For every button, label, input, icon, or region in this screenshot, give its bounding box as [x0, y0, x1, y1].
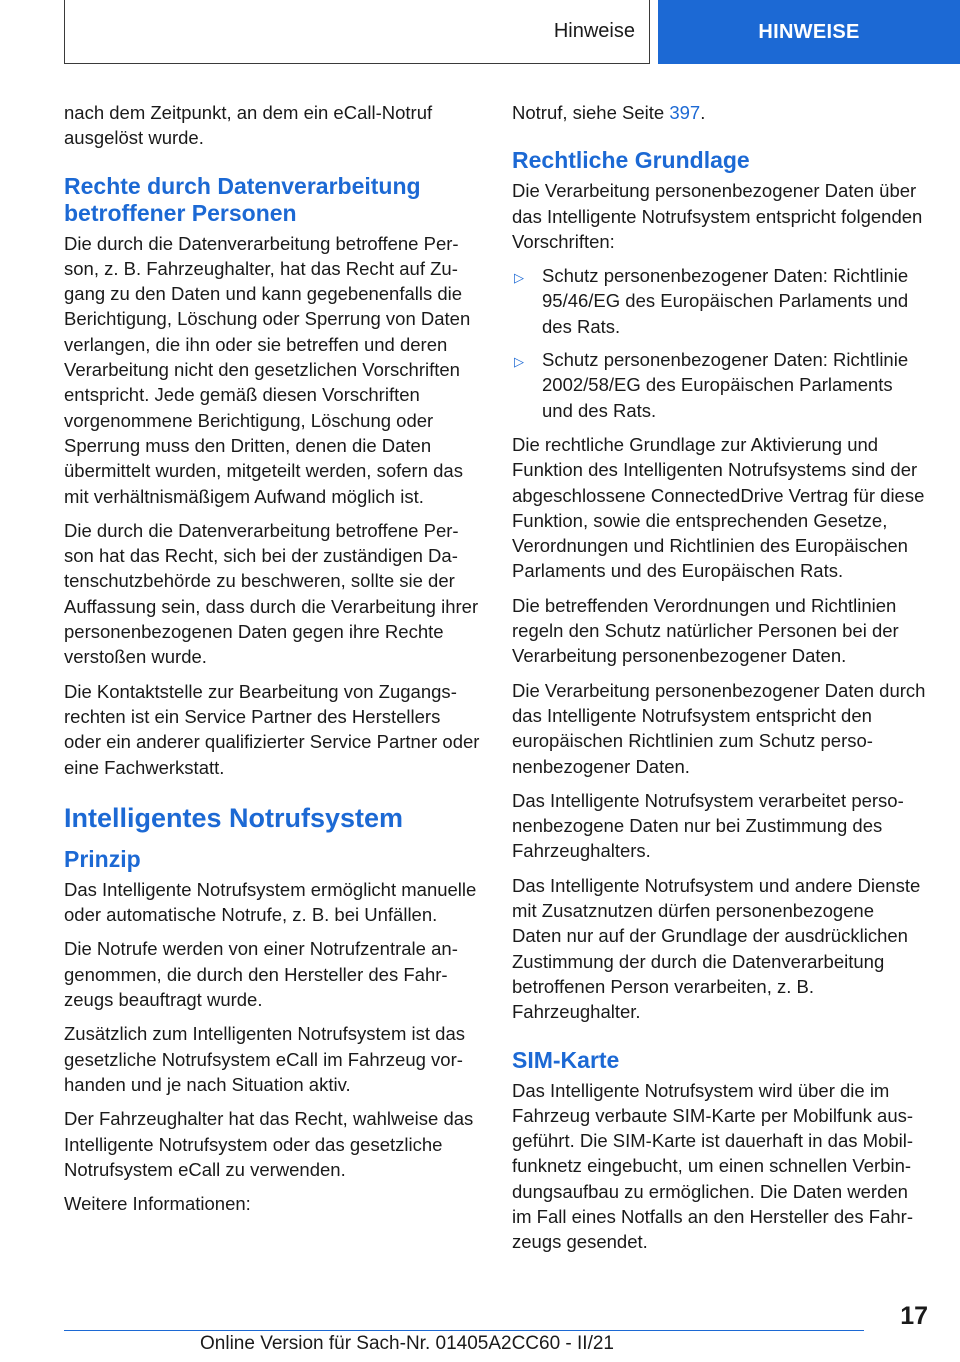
- paragraph: Das Intelligente Notrufsystem und andere Dienste mit Zusatznutzen dürfen personenbezogene Daten nur auf der Grundlage der ausdrücklichen Zustimmung der durch die Datenverarbeitung betroffenen Person verarbeiten, z. B. Fahrzeughalter.: [512, 874, 921, 1023]
- triangle-bullet-icon: ▷: [514, 354, 524, 370]
- paragraph: Die betreffenden Verordnungen und Richtlinien regeln den Schutz natürlicher Personen bei der Verarbeitung personenbezogener Daten.: [512, 594, 899, 667]
- triangle-bullet-icon: ▷: [514, 270, 524, 286]
- paragraph: Die durch die Datenverarbeitung betroffene Person hat das Recht, sich bei der zuständigen Datenschutzbehörde zu beschweren, sollte sie der Auffassung sein, dass durch die Verarbeitung ihrer personenbezogenen Daten gegen ihre Rechte verstoßen wurde.: [64, 519, 479, 668]
- text: Notruf, siehe Seite: [512, 102, 670, 123]
- paragraph: Das Intelligente Notrufsystem verarbeitet personenbezogene Daten nur bei Zustimmung des Fahrzeughalters.: [512, 789, 904, 862]
- left-column: [64, 100, 480, 1225]
- page-link-397[interactable]: 397: [669, 102, 701, 123]
- bullet-list: [512, 263, 928, 423]
- header-chapter-tab: [658, 0, 960, 64]
- heading-rechtliche-grundlage: Rechtliche Grundlage: [512, 147, 750, 174]
- page-number: 17: [900, 1302, 928, 1330]
- footer-online-version: Online Version für Sach-Nr. 01405A2CC60 - II/21: [200, 1333, 615, 1354]
- paragraph: Weitere Informationen:: [64, 1193, 251, 1215]
- paragraph: Die Verarbeitung personenbezogener Daten über das Intelligente Notrufsystem entspricht folgenden Vorschriften:: [512, 180, 923, 252]
- header-section-box: [64, 0, 650, 64]
- paragraph: Das Intelligente Notrufsystem ermöglicht manuelle oder automatische Notrufe, z. B. bei Unfällen.: [64, 878, 477, 926]
- list-item: [512, 263, 928, 339]
- heading-rechte: Rechte durch Datenverarbeitung betroffener Personen: [64, 172, 421, 226]
- heading-intelligentes-notrufsystem: Intelligentes Notrufsystem: [64, 802, 404, 833]
- header-section-label: Hinweise: [553, 20, 635, 42]
- paragraph: Die Notrufe werden von einer Notrufzentrale angenommen, die durch den Hersteller des Fahrzeugs beauftragt wurde.: [64, 938, 458, 1011]
- paragraph: Zusätzlich zum Intelligenten Notrufsystem ist das gesetzliche Notrufsystem eCall im Fahrzeug vorhanden und je nach Situation aktiv.: [64, 1023, 465, 1095]
- paragraph: [512, 100, 928, 125]
- header-chapter-label: HINWEISE: [758, 20, 860, 43]
- paragraph: Das Intelligente Notrufsystem wird über die im Fahrzeug verbaute SIM-Karte per Mobilfunk ausgeführt. Die SIM-Karte ist dauerhaft in das Mobilfunknetz eingebucht, um einen schnellen Verbindungsaufbau zu ermöglichen. Die Daten werden im Fall eines Notfalls an den Hersteller des Fahrzeugs gesendet.: [512, 1079, 914, 1253]
- heading-sim-karte: SIM-Karte: [512, 1046, 620, 1073]
- paragraph: Die Verarbeitung personenbezogener Daten durch das Intelligente Notrufsystem entspricht den europäischen Richtlinien zum Schutz personenbezogener Daten.: [512, 679, 926, 777]
- paragraph: Die durch die Datenverarbeitung betroffene Person, z. B. Fahrzeughalter, hat das Recht auf Zugang zu den Daten und kann gegebenenfalls die Berichtigung, Löschung oder Sperrung von Daten verlangen, die ihn oder sie betreffen und deren Verarbeitung nicht den gesetzlichen Vorschriften entspricht. Jede gemäß diesen Vorschriften vorgenommene Berichtigung, Löschung oder Sperrung muss den Dritten, denen die Daten übermittelt wurden, mitgeteilt werden, sofern das mit verhältnismäßigem Aufwand möglich ist.: [64, 232, 471, 507]
- text: .: [700, 102, 706, 123]
- list-item-text: Schutz personenbezogener Daten: Richtlinie 95/46/EG des Europäischen Parlaments und des Rats.: [542, 265, 909, 337]
- paragraph: Der Fahrzeughalter hat das Recht, wahlweise das Intelligente Notrufsystem oder das gesetzliche Notrufsystem eCall zu verwenden.: [64, 1108, 474, 1180]
- heading-prinzip: Prinzip: [64, 845, 141, 872]
- paragraph: nach dem Zeitpunkt, an dem ein eCall-Notruf ausgelöst wurde.: [64, 102, 433, 149]
- paragraph: Die Kontaktstelle zur Bearbeitung von Zugangsrechten ist ein Service Partner des Herstellers oder ein anderer qualifizierter Service Partner oder eine Fachwerkstatt.: [64, 680, 480, 778]
- list-item: [512, 347, 928, 423]
- footer-divider: [64, 1330, 864, 1331]
- list-item-text: Schutz personenbezogener Daten: Richtlinie 2002/58/EG des Europäischen Parlaments und des Rats.: [542, 349, 909, 421]
- paragraph: Die rechtliche Grundlage zur Aktivierung und Funktion des Intelligenten Notrufsystems sind der abgeschlossene ConnectedDrive Vertrag für diese Funktion, sowie die entsprechenden Gesetze, Verordnungen und Richtlinien des Europäischen Parlaments und des Europäischen Rats.: [512, 433, 925, 582]
- right-column: [512, 100, 928, 1264]
